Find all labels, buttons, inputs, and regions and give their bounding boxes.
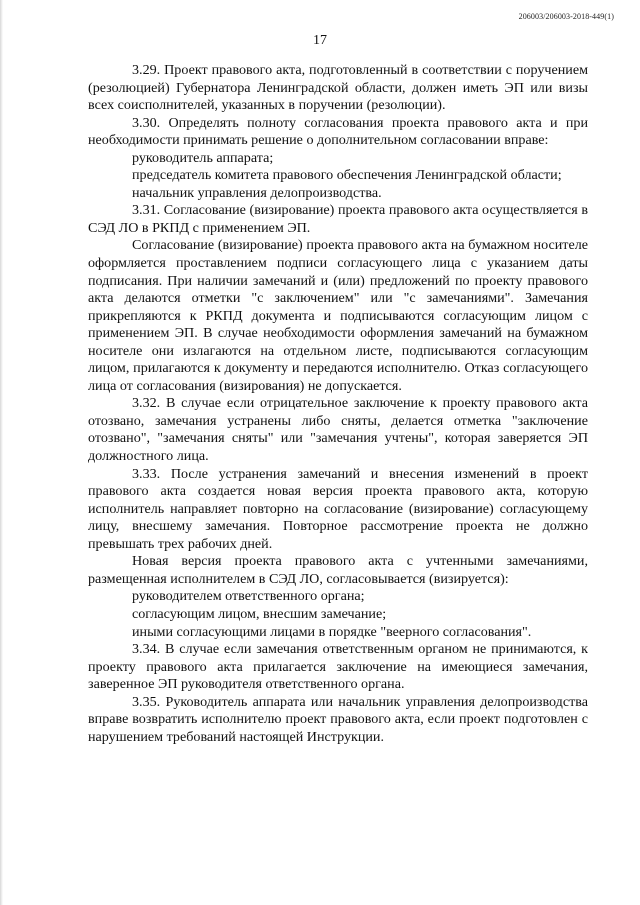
paragraph-3-29: 3.29. Проект правового акта, подготовленный в соответствии с поручением (резолюцией) Губернатора Ленинградской области, должен иметь ЭП или визы всех соисполнителей, указанных в поручении (резолюции). xyxy=(88,62,588,114)
list-item-head-of-office: руководитель аппарата; xyxy=(132,149,274,166)
list-item-responsible-head: руководителем ответственного органа; xyxy=(132,588,365,605)
list-item-records-department-head: начальник управления делопроизводства. xyxy=(132,184,382,201)
paragraph-3-32: 3.32. В случае если отрицательное заключение к проекту правового акта отозвано, замечания устранены либо сняты, делается отметка "заключение отозвано", "замечания сняты" или "замечания учтены", которая заверяется ЭП должностного лица. xyxy=(88,395,588,465)
paragraph-3-35: 3.35. Руководитель аппарата или начальник управления делопроизводства вправе возвратить исполнителю проект правового акта, если проект подготовлен с нарушением требований настоящей Инструкции. xyxy=(88,693,588,745)
paragraph-3-34: 3.34. В случае если замечания ответственным органом не принимаются, к проекту правового акта прилагается заключение на имеющиеся замечания, заверенное ЭП руководителя ответственного органа. xyxy=(88,641,588,693)
paragraph-new-version: Новая версия проекта правового акта с учтенными замечаниями, размещенная исполнителем в СЭД ЛО, согласовывается (визируется): xyxy=(88,553,588,587)
list-item-commenting-approver: согласующим лицом, внесшим замечание; xyxy=(132,605,387,622)
document-body xyxy=(88,62,588,746)
paragraph-paper-approval: Согласование (визирование) проекта правового акта на бумажном носителе оформляется проставлением подписи согласующего лица с указанием даты подписания. При наличии замечаний и (или) предложений по проекту правового акта делаются отметки "с заключением" или "с замечаниями". Замечания прикрепляются к РКПД документа и подписываются согласующим лицом с применением ЭП. В случае необходимости оформления замечаний на бумажном носителе они излагаются на отдельном листе, подписываются согласующим лицом, прилагаются к документу и передаются исполнителю. Отказ согласующего лица от согласования (визирования) не допускается. xyxy=(88,237,588,394)
list-item-legal-committee-chair: председатель комитета правового обеспечения Ленинградской области; xyxy=(132,167,562,184)
paragraph-3-33: 3.33. После устранения замечаний и внесения изменений в проект правового акта создается новая версия проекта правового акта, которую исполнитель направляет повторно на согласование (визирование) согласующему лицу, внесшему замечания. Повторное рассмотрение проекта не должно превышать трех рабочих дней. xyxy=(88,465,588,552)
list-item-other-approvers: иными согласующими лицами в порядке "веерного согласования". xyxy=(132,623,532,640)
document-code: 206003/206003-2018-449(1) xyxy=(518,12,614,21)
page-number: 17 xyxy=(313,33,327,48)
scan-edge-shadow xyxy=(0,0,3,905)
paragraph-3-31: 3.31. Согласование (визирование) проекта правового акта осуществляется в СЭД ЛО в РКПД с применением ЭП. xyxy=(88,202,588,236)
paragraph-3-30: 3.30. Определять полноту согласования проекта правового акта и при необходимости принимать решение о дополнительном согласовании вправе: xyxy=(88,114,588,149)
